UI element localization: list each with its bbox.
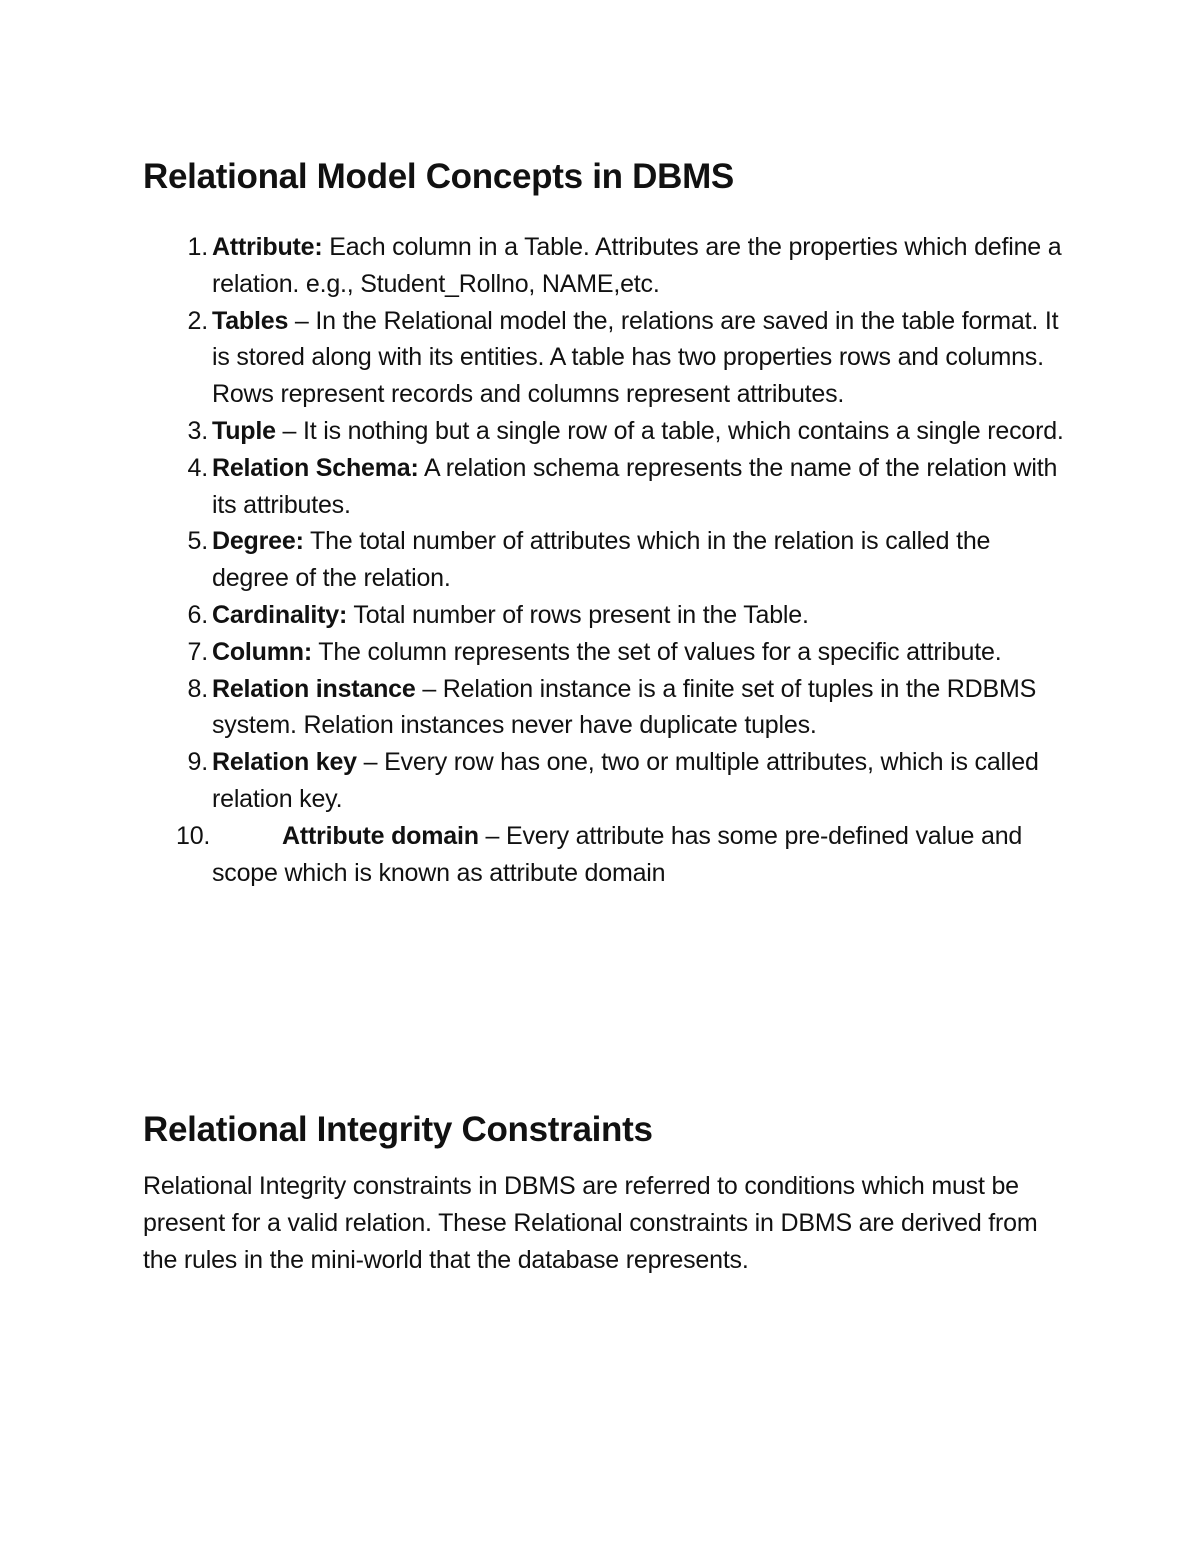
list-item-text: – Every row has one, two or multiple attributes, which is called relation key. <box>212 748 1039 813</box>
list-item-text: The column represents the set of values for a specific attribute. <box>311 637 1002 666</box>
section-paragraph: Relational Integrity constraints in DBMS are referred to conditions which must be present for a valid relation. These Relational constraints in DBMS are derived from the rules in the mini-world that the database represents. <box>143 1172 1038 1274</box>
list-item <box>187 450 1072 524</box>
list-item-number: 10. <box>176 821 211 850</box>
list-item-term: Attribute: <box>212 233 323 261</box>
list-item-term: Tuple <box>212 416 276 445</box>
list-item <box>176 818 1072 892</box>
list-item <box>187 303 1072 413</box>
list-item-text: A relation schema represents the name of the relation with its attributes. <box>212 453 1058 519</box>
list-item <box>187 671 1072 745</box>
list-item-text: – Every attribute has some pre-defined value and scope which is known as attribute domain <box>212 821 1023 887</box>
list-item-number: 9. <box>187 748 208 777</box>
list-item-term: Degree: <box>212 527 304 556</box>
list-item-text: – Relation instance is a finite set of tuples in the RDBMS system. Relation instances never have duplicate tuples. <box>212 674 1037 740</box>
list-item-text: Each column in a Table. Attributes are the properties which define a relation. e.g., Student_Rollno, NAME,etc. <box>212 233 1062 298</box>
list-item-term: Cardinality: <box>212 600 348 629</box>
list-item-term: Relation Schema: <box>212 453 419 482</box>
list-item-number: 2. <box>187 306 208 335</box>
list-item-text: – In the Relational model the, relations are saved in the table format. It is stored along with its entities. A table has two properties rows and columns. Rows represent records and columns represent attributes. <box>212 306 1059 409</box>
list-item-text: Total number of rows present in the Table. <box>347 600 809 629</box>
list-item-term: Attribute domain <box>282 821 479 850</box>
list-item-number: 4. <box>187 453 208 482</box>
section-heading-relational-integrity-constraints: Relational Integrity Constraints <box>143 1110 653 1149</box>
list-item <box>187 523 1072 597</box>
list-item-number: 8. <box>187 674 208 703</box>
list-item <box>187 634 1072 671</box>
list-item-number: 6. <box>187 600 208 629</box>
list-item-number: 5. <box>187 527 208 556</box>
list-item-term: Tables <box>212 306 289 335</box>
list-item <box>187 597 1072 634</box>
list-item-text: The total number of attributes which in the relation is called the degree of the relation. <box>212 527 991 593</box>
list-item-term: Relation instance <box>212 674 416 703</box>
concepts-list <box>176 229 1072 891</box>
list-item-number: 7. <box>187 637 208 666</box>
list-item-text: – It is nothing but a single row of a table, which contains a single record. <box>275 416 1064 445</box>
list-item-term: Relation key <box>212 748 357 777</box>
list-item-number: 1. <box>187 233 208 261</box>
list-item <box>187 413 1072 450</box>
list-item-number: 3. <box>187 416 208 445</box>
list-item <box>187 229 1072 303</box>
list-item-term: Column: <box>212 637 312 666</box>
list-item <box>187 744 1072 818</box>
section-heading-relational-model-concepts: Relational Model Concepts in DBMS <box>143 157 734 196</box>
